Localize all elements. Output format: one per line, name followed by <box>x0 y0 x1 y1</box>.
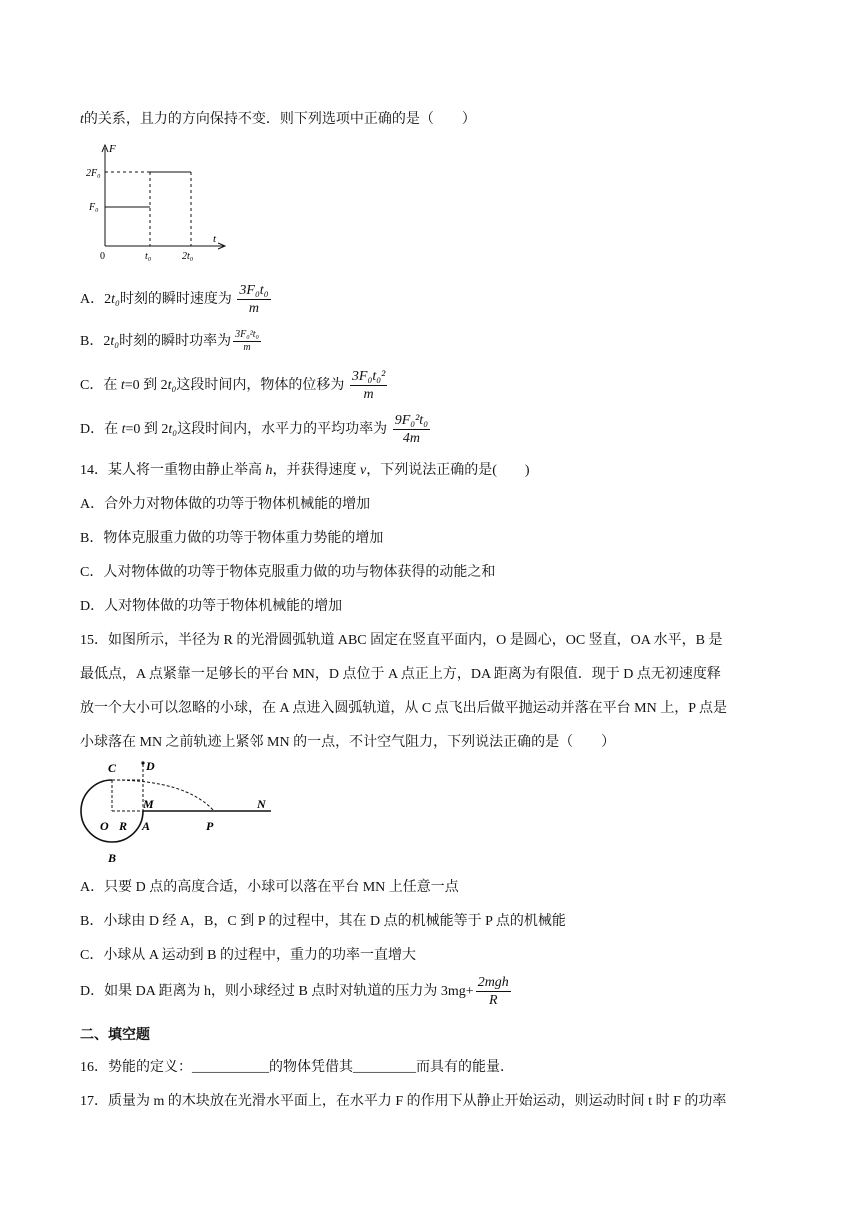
q16: 16．势能的定义：___________的物体凭借其_________而具有的能量． <box>80 1060 514 1075</box>
q13a-den: m <box>248 301 260 317</box>
q13c-fraction <box>350 368 387 403</box>
q13a-num: 3F₀t₀ <box>239 283 269 299</box>
q13d-mid: =0 到 2 <box>125 422 169 437</box>
q13a-var: t₀ <box>111 292 120 307</box>
q13c-num: 3F₀t₀² <box>351 369 386 385</box>
graph-x-label: t <box>213 233 217 245</box>
q13c-t: t <box>120 378 125 393</box>
q15-stem-line1: 15．如图所示，半径为 R 的光滑圆弧轨道 ABC 固定在竖直平面内，O 是圆心，OC 竖直，OA 水平，B 是 <box>80 633 723 648</box>
q13-option-b <box>80 328 261 356</box>
q15-stem-line3: 放一个大小可以忽略的小球，在 A 点进入圆弧轨道，从 C 点飞出后做平抛运动并落在平台 MN 上，P 点是 <box>80 701 727 716</box>
q13c-den: m <box>363 387 374 403</box>
label-c: C <box>108 761 117 775</box>
q14-h: h <box>265 463 273 478</box>
label-n: N <box>257 797 266 811</box>
q13-option-c <box>80 368 387 404</box>
q13-option-a <box>80 282 271 318</box>
q13d-var: t₀ <box>168 422 178 437</box>
graph-xtick-t0: t₀ <box>145 251 152 262</box>
q14-option-c: C．人对物体做的功等于物体克服重力做的功与物体获得的动能之和 <box>80 565 496 580</box>
q13c-text: 这段时间内，物体的位移为 <box>176 378 345 393</box>
q13-stem-text: 的关系，且力的方向保持不变．则下列选项中正确的是（ ） <box>83 112 476 127</box>
q14-post: ，下列说法正确的是( ) <box>366 463 530 478</box>
q13b-text: 时刻的瞬时功率为 <box>119 334 232 349</box>
graph-ytick-2f0: 2F₀ <box>86 168 101 179</box>
q13d-prefix: D．在 <box>80 422 122 437</box>
label-b: B <box>108 851 117 865</box>
q13a-fraction <box>237 282 270 317</box>
q13-option-d <box>80 412 430 448</box>
q13c-var: t₀ <box>167 378 177 393</box>
q14-mid: ，并获得速度 <box>272 463 360 478</box>
q13a-prefix: A．2 <box>80 292 112 307</box>
q15-track-figure <box>76 758 276 868</box>
graph-xtick-2t0: 2t₀ <box>182 251 194 262</box>
q15-option-a: A．只要 D 点的高度合适，小球可以落在平台 MN 上任意一点 <box>80 880 459 895</box>
point-d <box>141 761 144 764</box>
graph-y-label: F <box>109 143 116 155</box>
q13c-mid: =0 到 2 <box>124 378 168 393</box>
q15-option-d <box>80 972 511 1012</box>
q15-option-c: C．小球从 A 运动到 B 的过程中，重力的功率一直增大 <box>80 948 417 963</box>
q13b-fraction <box>233 329 261 354</box>
q14-option-d: D．人对物体做的功等于物体机械能的增加 <box>80 599 343 614</box>
label-p: P <box>206 819 214 833</box>
q14-v: v <box>360 463 367 478</box>
q13b-prefix: B．2 <box>80 334 111 349</box>
label-d: D <box>146 759 155 773</box>
q14-option-a: A．合外力对物体做的功等于物体机械能的增加 <box>80 497 371 512</box>
q13c-prefix: C．在 <box>80 378 121 393</box>
q15-stem-line2: 最低点，A 点紧靠一足够长的平台 MN，D 点位于 A 点正上方，DA 距离为有限值．现于 D 点无初速度释 <box>80 667 721 682</box>
q13-stem <box>80 110 476 130</box>
q15-stem-line4: 小球落在 MN 之前轨迹上紧邻 MN 的一点，不计空气阻力，下列说法正确的是（ ） <box>80 735 616 750</box>
q15d-num: 2mgh <box>477 975 509 991</box>
q13d-num: 9F₀²t₀ <box>394 413 429 429</box>
q13a-text: 时刻的瞬时速度为 <box>119 292 232 307</box>
section-heading: 二、填空题 <box>80 1026 150 1042</box>
q14-option-b: B．物体克服重力做的功等于物体重力势能的增加 <box>80 531 384 546</box>
label-m: M <box>143 797 154 811</box>
projectile-path <box>112 780 214 811</box>
q15d-fraction <box>476 974 511 1009</box>
q13-force-time-graph <box>85 142 235 262</box>
q13d-fraction <box>393 412 430 447</box>
label-a: A <box>142 819 151 833</box>
q13d-den: 4m <box>402 431 420 447</box>
q13d-t: t <box>121 422 126 437</box>
q13b-den: m <box>243 342 251 354</box>
graph-ytick-f0: F₀ <box>89 202 99 213</box>
q14-pre: 14．某人将一重物由静止举高 <box>80 463 266 478</box>
q15d-pre: D．如果 DA 距离为 h，则小球经过 B 点时对轨道的压力为 3mg+ <box>80 984 474 999</box>
label-o: O <box>100 819 109 833</box>
q13b-var: t₀ <box>110 334 120 349</box>
q13-stem-var: t <box>80 112 84 127</box>
q13b-num: 3F₀²t₀ <box>235 329 259 341</box>
label-r: R <box>119 819 128 833</box>
graph-xtick-0: 0 <box>100 251 105 262</box>
q15d-den: R <box>488 993 498 1009</box>
q14-stem <box>80 461 530 481</box>
q17: 17．质量为 m 的木块放在光滑水平面上，在水平力 F 的作用下从静止开始运动，则运动时间 t 时 F 的功率 <box>80 1094 727 1109</box>
q13d-text: 这段时间内，水平力的平均功率为 <box>177 422 388 437</box>
q15-option-b: B．小球由 D 经 A，B，C 到 P 的过程中，其在 D 点的机械能等于 P 点的机械能 <box>80 914 566 929</box>
